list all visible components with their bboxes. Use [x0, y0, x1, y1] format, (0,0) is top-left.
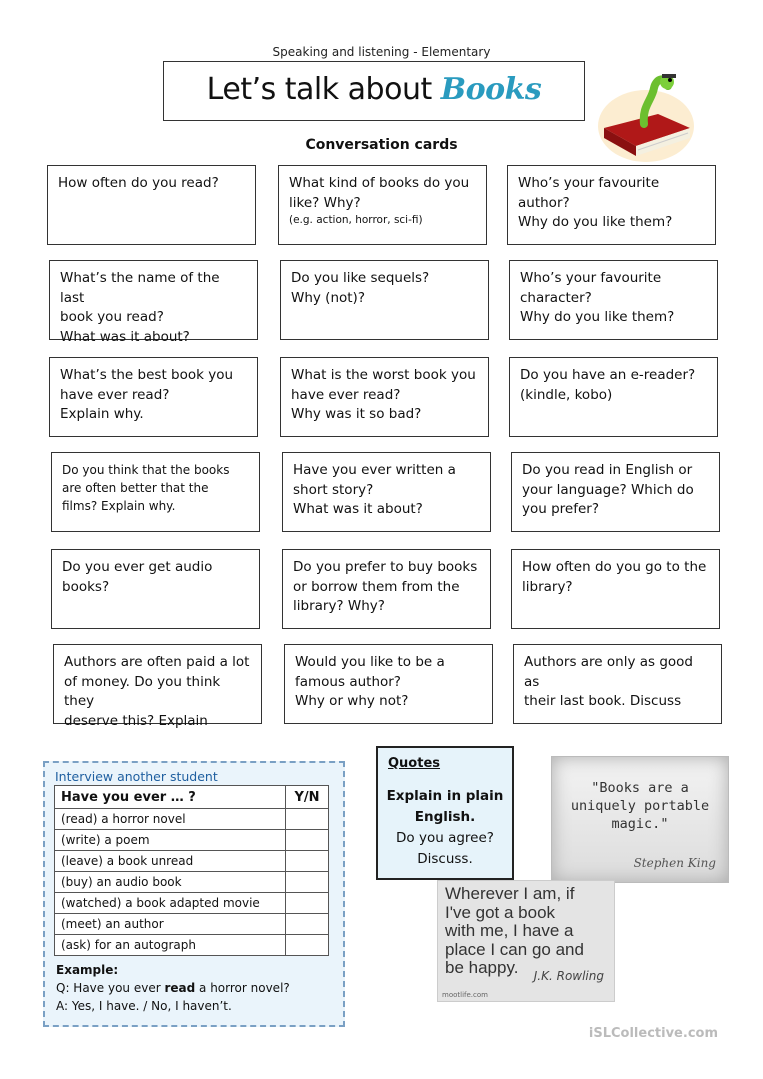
card-line: What was it about?	[293, 501, 423, 517]
conversation-card	[49, 357, 258, 437]
rowling-quote-image	[437, 880, 615, 1002]
card-line: What was it about?	[60, 328, 190, 345]
card-line: (kindle, kobo)	[520, 386, 613, 403]
card-line: you prefer?	[522, 501, 599, 517]
rowling-quote-line: Wherever I am, if	[445, 884, 575, 903]
conversation-card	[511, 452, 720, 532]
conversation-card	[511, 549, 720, 629]
card-line: like? Why?	[289, 194, 361, 211]
rowling-quote-text	[445, 885, 584, 978]
page-title	[163, 61, 585, 121]
quotes-panel	[376, 746, 514, 880]
interview-answer-cell[interactable]	[286, 872, 329, 893]
card-line: books?	[62, 578, 110, 595]
conversation-card	[280, 260, 489, 340]
interview-question-cell: (watched) a book adapted movie	[55, 893, 286, 914]
card-note: (e.g. action, horror, sci-fi)	[289, 214, 423, 226]
interview-question-cell: (ask) for an autograph	[55, 935, 286, 956]
quotes-line2: English.	[414, 809, 476, 825]
card-line: Do you ever get audio	[62, 559, 213, 575]
card-line: short story?	[293, 481, 374, 498]
example-label: Example:	[56, 963, 119, 977]
king-quote-text	[552, 779, 728, 833]
rowling-quote-line: be happy.	[445, 958, 519, 977]
card-line: Do you have an e-reader?	[520, 367, 696, 383]
card-line: Do you read in English or	[522, 462, 693, 478]
card-line: book you read?	[60, 309, 164, 325]
conversation-card	[507, 165, 716, 245]
conversation-card	[282, 452, 491, 532]
card-line: How often do you go to the	[522, 559, 707, 575]
card-line: your language? Which do	[522, 481, 694, 498]
card-line: Why or why not?	[295, 693, 409, 709]
king-quote-line2: uniquely portable	[570, 798, 710, 814]
conversation-card	[49, 260, 258, 345]
card-line: Have you ever written a	[293, 462, 456, 478]
interview-header-yn: Y/N	[286, 786, 329, 809]
card-line: What’s the name of the last	[60, 270, 220, 306]
conversation-card	[509, 260, 718, 340]
interview-title: Interview another student	[55, 769, 218, 784]
king-quote-line1: "Books are a	[591, 780, 689, 796]
example-question-verb: read	[164, 981, 196, 995]
card-line: What is the worst book you	[291, 367, 476, 383]
interview-panel	[43, 761, 345, 1027]
conversation-card	[53, 644, 262, 729]
card-line: What’s the best book you	[60, 367, 234, 383]
quotes-instructions	[378, 786, 512, 870]
card-line: Do you think that the books	[62, 463, 230, 477]
interview-row	[55, 914, 329, 935]
section-heading: Conversation cards	[305, 137, 458, 153]
card-line: Do you prefer to buy books	[293, 559, 478, 575]
quotes-line4: Discuss.	[417, 851, 473, 867]
card-line: character?	[520, 289, 592, 306]
rowling-author: J.K. Rowling	[533, 969, 604, 983]
card-line: their last book. Discuss	[524, 693, 682, 709]
card-line: or borrow them from the	[293, 578, 460, 595]
card-line: deserve this? Explain	[64, 712, 208, 729]
card-line: What kind of books do you	[289, 175, 470, 191]
card-line: How often do you read?	[58, 175, 219, 191]
card-line: films? Explain why.	[62, 499, 176, 513]
interview-row	[55, 872, 329, 893]
interview-row	[55, 830, 329, 851]
interview-answer-cell[interactable]	[286, 809, 329, 830]
stephen-king-quote-image	[551, 756, 729, 883]
interview-question-cell: (read) a horror novel	[55, 809, 286, 830]
worksheet-subtitle: Speaking and listening - Elementary	[272, 45, 491, 59]
card-line: Do you like sequels?	[291, 270, 430, 286]
example-question-start: Q: Have you ever	[56, 981, 165, 995]
conversation-card	[282, 549, 491, 629]
example-answer: A: Yes, I have. / No, I haven’t.	[56, 999, 232, 1013]
interview-row	[55, 935, 329, 956]
king-signature: Stephen King	[633, 856, 716, 870]
rowling-quote-line: I've got a book	[445, 902, 556, 922]
rowling-source: mootlife.com	[442, 991, 488, 999]
conversation-card	[51, 549, 260, 629]
conversation-card	[284, 644, 493, 724]
title-prefix: Let’s talk about	[206, 72, 441, 107]
conversation-card	[280, 357, 489, 437]
card-line: Why (not)?	[291, 289, 365, 306]
card-line: Who’s your favourite	[518, 175, 660, 191]
conversation-card	[278, 165, 487, 245]
card-line: author?	[518, 194, 570, 211]
interview-row	[55, 893, 329, 914]
king-quote-line3: magic."	[611, 816, 669, 832]
card-line: Why do you like them?	[520, 309, 675, 325]
interview-row	[55, 809, 329, 830]
interview-table-header	[55, 786, 329, 809]
card-line: Authors are often paid a lot	[64, 654, 250, 670]
interview-answer-cell[interactable]	[286, 830, 329, 851]
interview-answer-cell[interactable]	[286, 914, 329, 935]
example-question-end: a horror novel?	[195, 981, 290, 995]
interview-answer-cell[interactable]	[286, 851, 329, 872]
card-line: are often better that the	[62, 481, 209, 495]
interview-question-cell: (leave) a book unread	[55, 851, 286, 872]
interview-answer-cell[interactable]	[286, 893, 329, 914]
conversation-card	[513, 644, 722, 724]
interview-question-cell: (meet) an author	[55, 914, 286, 935]
card-line: Why do you like them?	[518, 214, 673, 230]
interview-answer-cell[interactable]	[286, 935, 329, 956]
interview-table	[54, 785, 329, 956]
card-line: Who’s your favourite	[520, 270, 662, 286]
interview-row	[55, 851, 329, 872]
card-line: have ever read?	[291, 386, 401, 403]
interview-header-question: Have you ever … ?	[55, 786, 286, 809]
card-line: have ever read?	[60, 386, 170, 403]
quotes-line3: Do you agree?	[396, 830, 494, 846]
quotes-title: Quotes	[388, 756, 441, 771]
interview-question-cell: (write) a poem	[55, 830, 286, 851]
quotes-line1: Explain in plain	[386, 788, 504, 804]
card-line: famous author?	[295, 673, 401, 690]
footer-watermark: iSLCollective.com	[588, 1026, 718, 1041]
card-line: Authors are only as good as	[524, 654, 694, 690]
conversation-card	[509, 357, 718, 437]
card-line: Explain why.	[60, 406, 144, 422]
title-highlight: Books	[440, 72, 542, 107]
interview-question-cell: (buy) an audio book	[55, 872, 286, 893]
example-question	[56, 981, 290, 995]
conversation-card	[51, 452, 260, 532]
rowling-quote-line: with me, I have a	[445, 921, 574, 940]
card-line: library?	[522, 578, 573, 595]
conversation-card	[47, 165, 256, 245]
card-line: Why was it so bad?	[291, 406, 422, 422]
rowling-quote-line: place I can go and	[445, 939, 584, 959]
card-line: library? Why?	[293, 598, 385, 614]
card-line: of money. Do you think they	[64, 673, 221, 709]
card-line: Would you like to be a	[295, 654, 445, 670]
